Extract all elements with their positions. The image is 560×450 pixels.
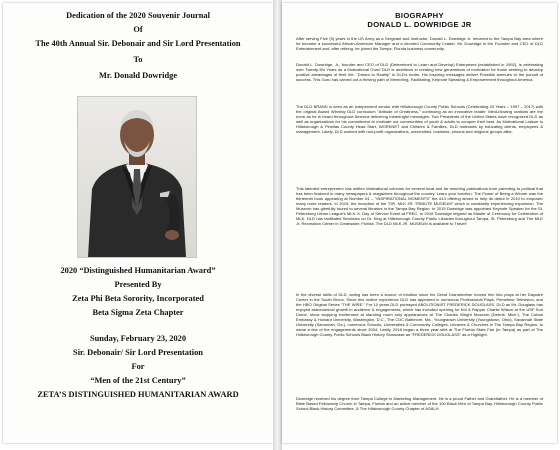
book-gutter [273, 0, 282, 450]
dedication-line-4: To [133, 55, 143, 64]
award-banner: ZETA’S DISTINGUISHED HUMANITARIAN AWARD [37, 390, 239, 399]
bio-paragraph-6: Dowridge received his degree from Tampa College in Marketing Management. He is a proud Father and Grandfather. He is a member of Bible Based Fellowship Church in Tampa, Florida and an active member of the 100 Black Men of Tampa Bay, Hillsborough County Public School Black History Committee, & The Hillsborough County Chapter of ASALH. [296, 396, 543, 412]
event-name: Sir. Debonair/ Sir Lord Presentation [73, 348, 203, 357]
honoree-portrait-image [78, 97, 196, 257]
event-date: Sunday, February 23, 2020 [89, 334, 187, 343]
bio-paragraph-5: In the diverse skills of DLD, acting has been a source of intuition since his Great Grandmother moved him into plays at her Daycare Center in the South Bronx. Since this motive experience DLD has appeared in numerous Professional Plays, Primetime Television, and the HBO Original Series "THE WIRE." For 10 years DLD portrayed ABOLITIONIST FREDERICK DOUGLASS. DLD as Mr. Douglass has enjoyed astronomical growth in audience & engagements, which has included opening for Kid & Rapper Charlie Wilson at the USF Sun Dome, show stopping excitement at standing room only appearances at The Charles Wright Museum (Detroit, Mich.), The Cuban Embassy & Howard University, Washington, D.C., The CDC Baltimore, Md., Youngstown University (Youngstown, Ohio), Savannah State University (Savannah, Ga.), numerous Schools, Universities & Community Colleges, Libraries & Churches in The Tampa Bay Region, to name a few of the engagements since 2004. Lastly, 2016 began a three year stint at The Florida State Fair (In Tampa) as part of The Hillsborough County Public Schools Black History Showcase as "FREDERICK DOUGLASS" as a Highlight. [296, 292, 543, 338]
biography-subheading: DONALD L. DOWRIDGE JR [367, 20, 472, 29]
honoree-name: Mr. Donald Dowridge [98, 71, 178, 80]
bio-paragraph-2: Donald L. Dowridge, Jr., founder and CEO of DLD (Determined to Learn and Develop) Enterprises (established in 1992), is celebrating over Twenty-Six Years as a Motivational Guru! DLD is ambitious in creating new generations of motivation for those seeking to develop positive advantages of their life. "Dream to Reality" is DLD's motto. His inspiring messages deliver Possible avenues to the pursuit of success. This Guru has carved out a thriving path of Mentoring, Facilitating, Keynote Speaking & Empowerment throughout America. [296, 62, 543, 83]
bio-paragraph-3: The DLD BRAND is seen as an independent vendor with Hillsborough County Public Schools (Celebrating 20 Years – 1997 – 2017) with the original Award Winning DLD curriculum "Attitude of Greatness," continuing as an innovative leader. Mind-blowing orations are the norm as he is heard throughout America delivering meaningful messages. Two Presidents of the United States have recognized DLD as well as organizations for his commitment to motivate our communities of youth & adults to conquer their best. As Motivational Liaison to Hillsborough & Pinellas County Head Start, WORKNET and Children & Families, DLD motivates by educating clients, employees & management. Lately, DLD worked with non-profit organizations, universities, business, prisons and religious groups alike. [296, 104, 543, 135]
biography-page [282, 3, 557, 443]
dedication-line-3: The 40th Annual Sir. Debonair and Sir Lord Presentation [35, 39, 241, 48]
dedication-line-1: Dedication of the 2020 Souvenir Journal [66, 11, 210, 20]
for-label: For [131, 362, 145, 371]
presented-by-label: Presented By [114, 280, 162, 289]
bio-paragraph-1: After serving Five (5) years in the US Army as a Sergeant and Instructor, Donald L. Dowridge Jr. returned to the Tampa Bay area where he became a successful African-American Manager and a devoted Community Leader. Mr. Dowridge is the Founder and CEO of DLD Entertainment and, after retiring, he joined the Tampa, Florida business community. [296, 36, 543, 52]
event-theme: “Men of the 21st Century” [90, 376, 186, 385]
dedication-page [3, 3, 273, 443]
biography-heading: BIOGRAPHY [395, 11, 444, 20]
award-title: 2020 “Distinguished Humanitarian Award” [60, 266, 216, 275]
honoree-photo [77, 96, 197, 258]
bio-paragraph-4: This talented entrepreneur has written Motivational columns for several local and far reaching publications from parenting to political that has been featured in many newspapers & magazines throughout the country. Learn your function. The Power of Being a Winner was the thirteenth book appearing at Number #1 – "INSPIRATIONAL MOMENTS" the #14 offering aimed to help its debut in 2010 to empower many more readers. In 2019, the inception of the "DR. MLK JR. TRIBUTE MUSEUM" which is constantly experiencing expansion. The Museum has gleefully toured to several libraries in the Tampa Bay Region. In 2015 Dowridge was appointed Keynote Speaker for the St. Petersburg Urban League's MLK Jr. Day of Service Event at FREC. In 2016 Dowridge reigned as Master of Ceremony for Celebration of MLK. DLD has facilitated Seminars on Dr. King at Hillsborough County Public Libraries throughout Tampa, St. Petersburg and The MLK Jr. Recreation Center in Clearwater, Florida. The DLD MLK JR. MUSEUM is available to Travel! [296, 186, 543, 227]
dedication-line-2: Of [133, 25, 143, 34]
sorority-name: Zeta Phi Beta Sorority, Incorporated [72, 294, 204, 303]
chapter-name: Beta Sigma Zeta Chapter [92, 308, 184, 317]
